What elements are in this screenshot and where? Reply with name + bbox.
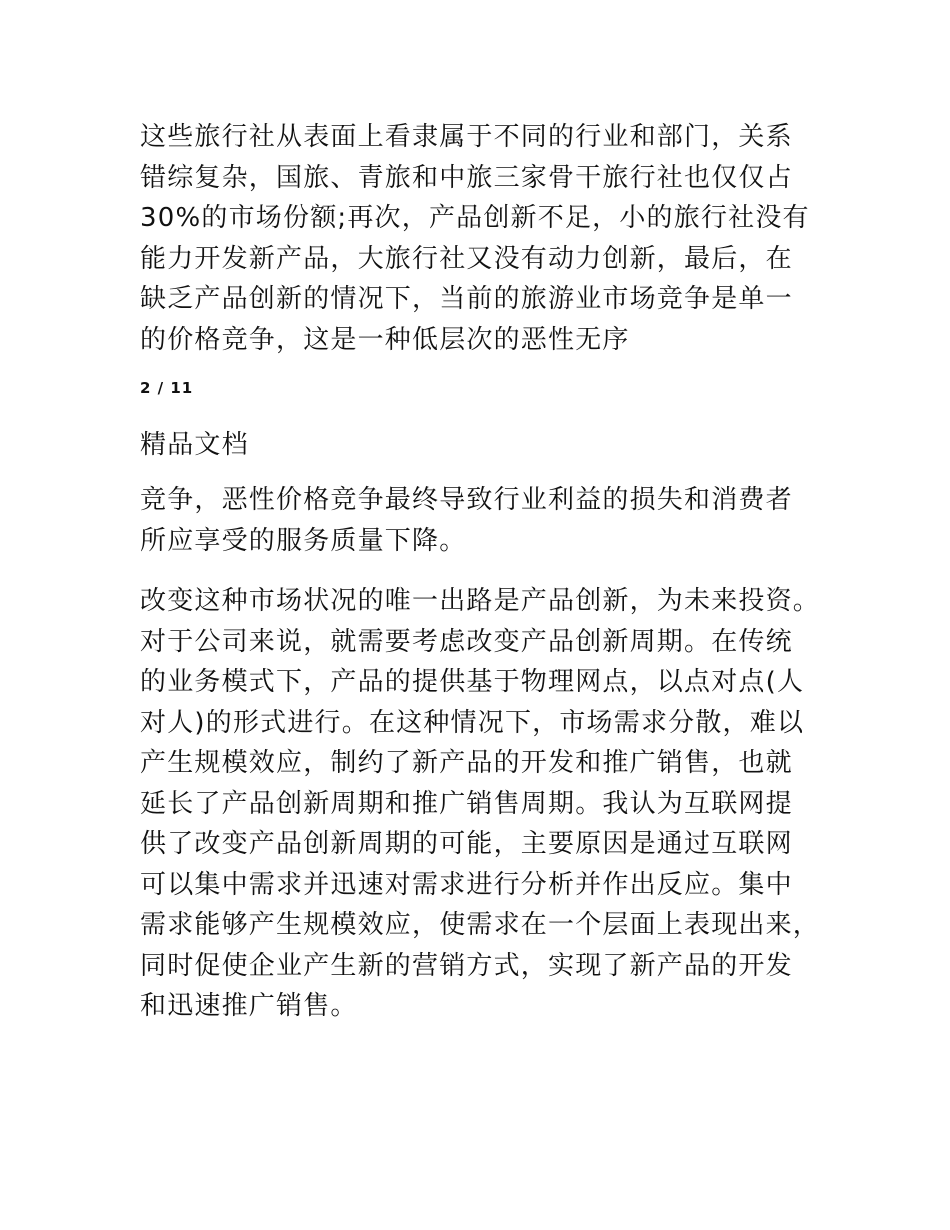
document-label: 精品文档: [140, 430, 249, 460]
paragraph-travel-agencies: 这些旅行社从表面上看隶属于不同的行业和部门，关系 错综复杂，国旅、青旅和中旅三家骨干旅行社也仅仅占 30%的市场份额;再次，产品创新不足，小的旅行社没有 能力开发新产品，大旅行社又没有动力创新，最后，在 缺乏产品创新的情况下，当前的旅游业市场竞争是单一 的价格竞争，这是一种低层次的恶性无序: [140, 122, 810, 355]
paragraph-competition: 竞争，恶性价格竞争最终导致行业利益的损失和消费者 所应享受的服务质量下降。: [140, 485, 793, 556]
page-number: 2 / 11: [140, 379, 194, 397]
paragraph-product-innovation: 改变这种市场状况的唯一出路是产品创新，为未来投资。 对于公司来说，就需要考虑改变产品创新周期。在传统 的业务模式下，产品的提供基于物理网点，以点对点(人 对人)的形式进行。在这种情况下，市场需求分散，难以 产生规模效应，制约了新产品的开发和推广销售，也就 延长了产品创新周期和推广销售周期。我认为互联网提 供了改变产品创新周期的可能，主要原因是通过互联网 可以集中需求并迅速对需求进行分析并作出反应。集中 需求能够产生规模效应，使需求在一个层面上表现出来， 同时促使企业产生新的营销方式，实现了新产品的开发 和迅速推广销售。: [140, 586, 821, 1021]
